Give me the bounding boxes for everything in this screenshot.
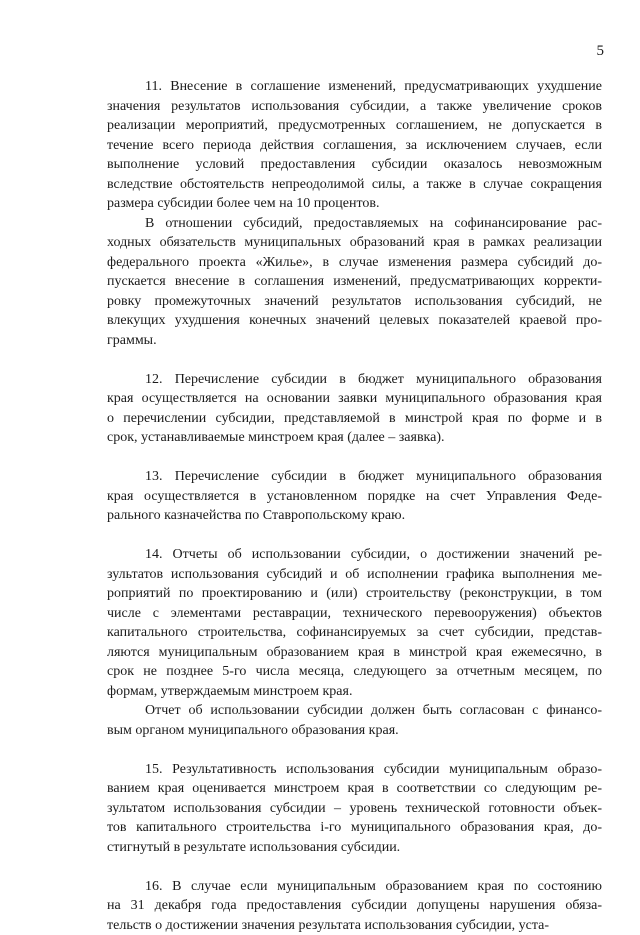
text-line: капитального строительства, софинансируемых за счет субсидии, представ- (107, 623, 602, 643)
text-line: формам, утверждаемым минстроем края. (107, 682, 602, 702)
paragraph (107, 370, 602, 448)
text-line: влекущих ухудшения конечных значений целевых показателей краевой про- (107, 311, 602, 331)
text-line: федерального проекта «Жилье», в случае изменения размера субсидий до- (107, 253, 602, 273)
paragraph (107, 545, 602, 701)
text-line: зультатов использования субсидий и об исполнении графика выполнения ме- (107, 565, 602, 585)
paragraph-spacer (107, 857, 602, 877)
text-line: рального казначейства по Ставропольскому краю. (107, 506, 602, 526)
text-line: вследствие обстоятельств непреодолимой силы, а также в случае сокращения (107, 175, 602, 195)
paragraph (107, 877, 602, 935)
text-line: граммы. (107, 331, 602, 351)
text-line: о перечислении субсидии, представляемой в минстрой края по форме и в (107, 409, 602, 429)
text-line: ляются муниципальным образованием края в минстрой края ежемесячно, в (107, 643, 602, 663)
text-line: 15. Результативность использования субсидии муниципальным образо- (107, 760, 602, 780)
text-line: значения результатов использования субсидии, а также увеличение сроков (107, 97, 602, 117)
text-line: срок не позднее 5-го числа месяца, следующего за отчетным месяцем, по (107, 662, 602, 682)
text-line: тельств о достижении значения результата использования субсидии, уста- (107, 916, 602, 935)
paragraph (107, 701, 602, 740)
text-line: стигнутый в результате использования субсидии. (107, 838, 602, 858)
paragraph (107, 760, 602, 858)
text-line: края осуществляется в установленном порядке на счет Управления Феде- (107, 487, 602, 507)
text-line: пускается внесение в соглашения изменений, предусматривающих корректи- (107, 272, 602, 292)
text-line: 16. В случае если муниципальным образованием края по состоянию (107, 877, 602, 897)
text-line: ровку промежуточных значений результатов использования субсидий, не (107, 292, 602, 312)
paragraph-spacer (107, 526, 602, 546)
text-line: течение всего периода действия соглашения, за исключением случаев, если (107, 136, 602, 156)
text-line: зультатом использования субсидии – уровень технической готовности объек- (107, 799, 602, 819)
text-line: реализации мероприятий, предусмотренных соглашением, не допускается в (107, 116, 602, 136)
paragraph (107, 214, 602, 351)
text-line: ходных обязательств муниципальных образований края в рамках реализации (107, 233, 602, 253)
text-line: вым органом муниципального образования края. (107, 721, 602, 741)
page-number: 5 (597, 42, 605, 60)
paragraph-spacer (107, 350, 602, 370)
document-body (107, 77, 602, 935)
text-line: 13. Перечисление субсидии в бюджет муниципального образования (107, 467, 602, 487)
text-line: 14. Отчеты об использовании субсидии, о достижении значений ре- (107, 545, 602, 565)
text-line: тов капитального строительства i-го муниципального образования края, до- (107, 818, 602, 838)
text-line: размера субсидии более чем на 10 процентов. (107, 194, 602, 214)
text-line: на 31 декабря года предоставления субсидии допущены нарушения обяза- (107, 896, 602, 916)
text-line: числе с элементами реставрации, технического перевооружения) объектов (107, 604, 602, 624)
paragraph-spacer (107, 740, 602, 760)
text-line: 12. Перечисление субсидии в бюджет муниципального образования (107, 370, 602, 390)
paragraph (107, 467, 602, 526)
text-line: Отчет об использовании субсидии должен быть согласован с финансо- (107, 701, 602, 721)
text-line: выполнение условий предоставления субсидии оказалось невозможным (107, 155, 602, 175)
text-line: срок, устанавливаемые минстроем края (далее – заявка). (107, 428, 602, 448)
text-line: роприятий по проектированию и (или) строительству (реконструкции, в том (107, 584, 602, 604)
paragraph-spacer (107, 448, 602, 468)
paragraph (107, 77, 602, 214)
text-line: В отношении субсидий, предоставляемых на софинансирование рас- (107, 214, 602, 234)
text-line: ванием края оценивается минстроем края в соответствии со следующим ре- (107, 779, 602, 799)
text-line: края осуществляется на основании заявки муниципального образования края (107, 389, 602, 409)
text-line: 11. Внесение в соглашение изменений, предусматривающих ухудшение (107, 77, 602, 97)
